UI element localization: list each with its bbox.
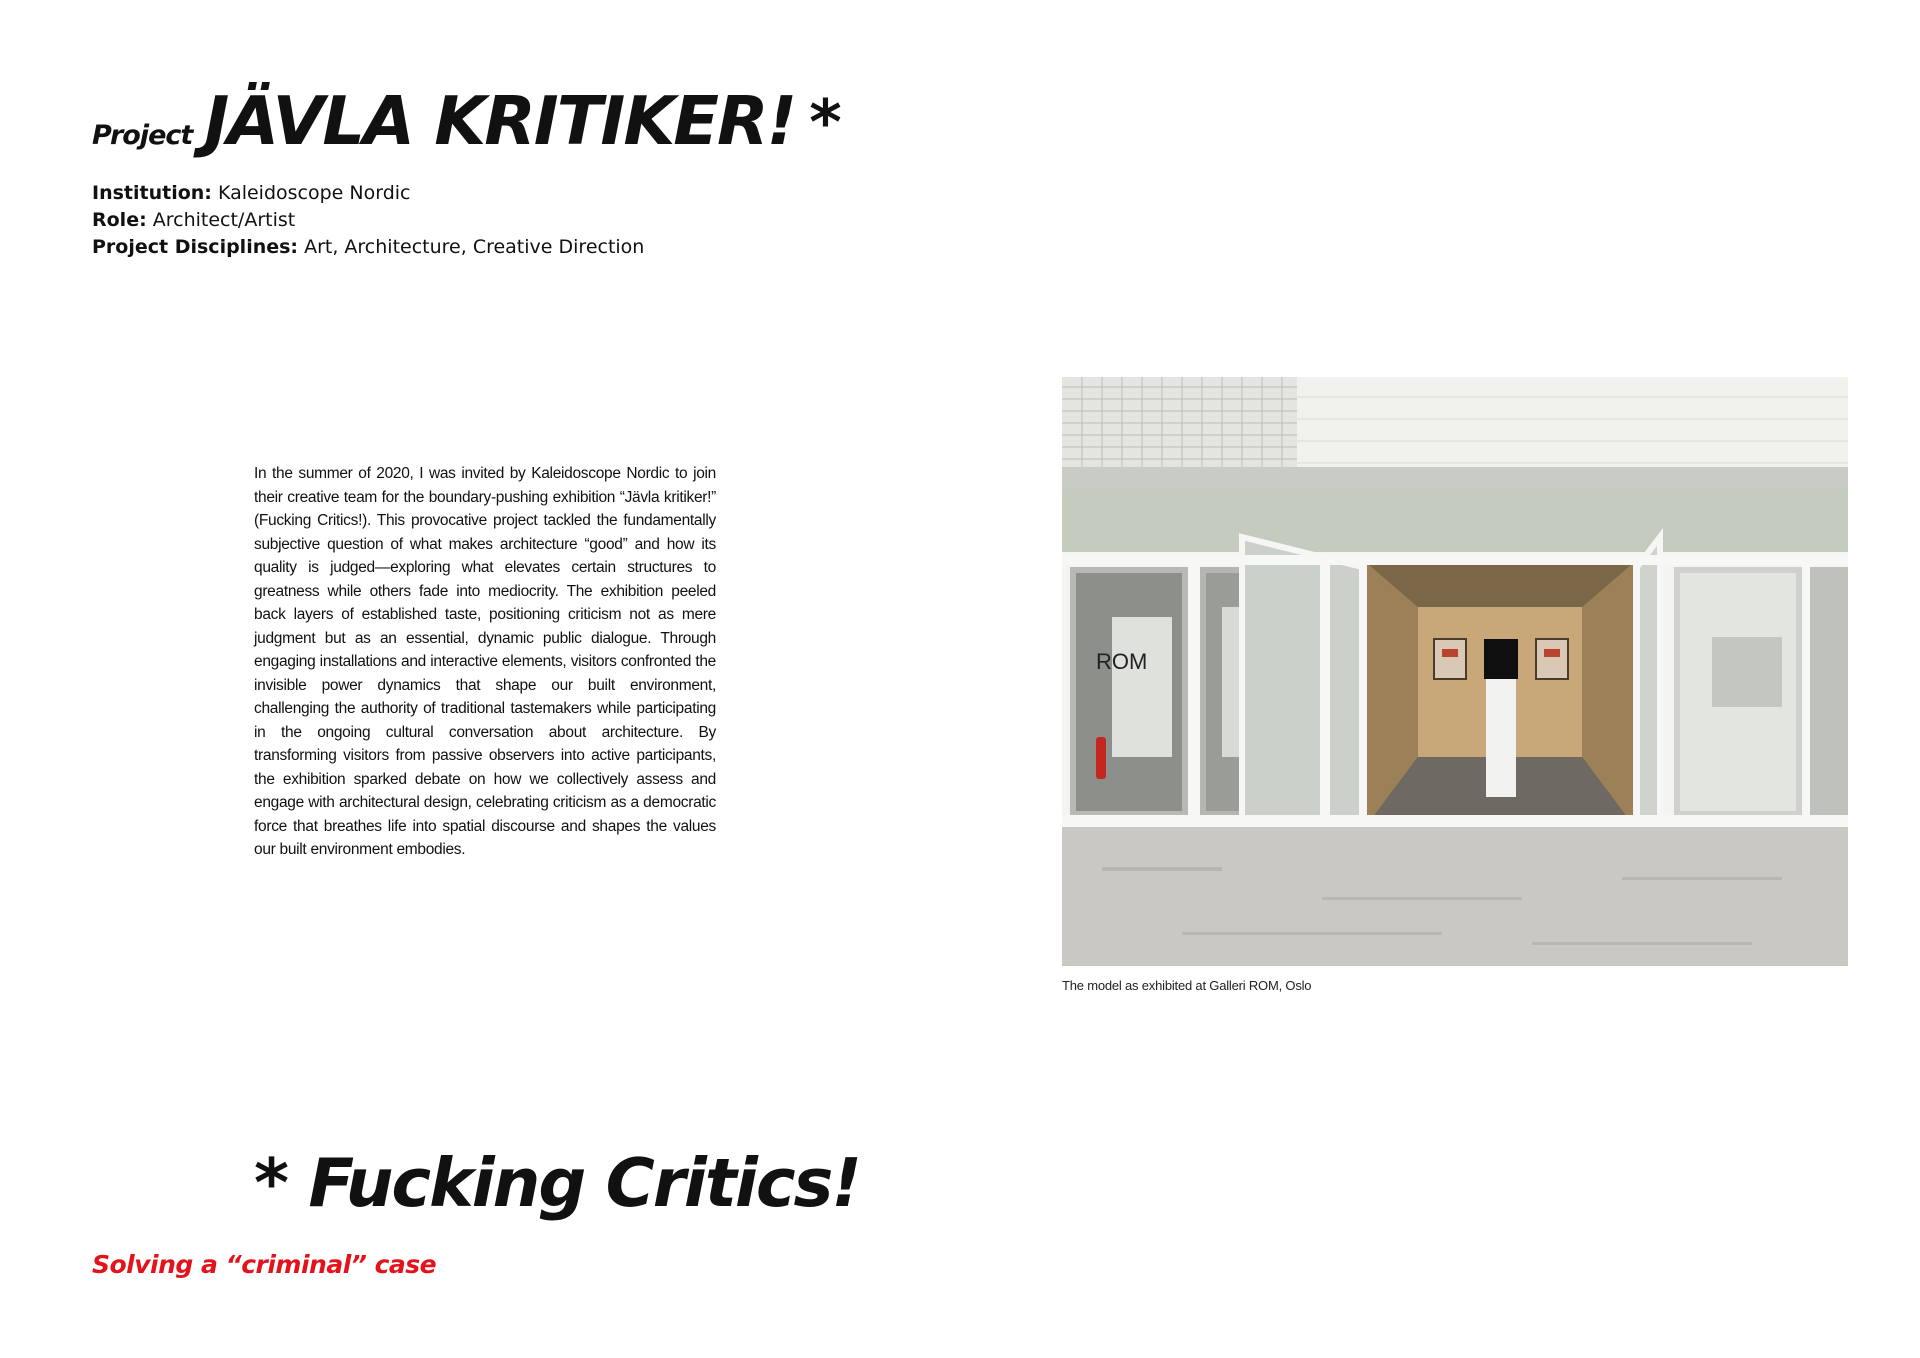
meta-disciplines xyxy=(92,234,644,261)
meta-disciplines-value: Art, Architecture, Creative Direction xyxy=(304,236,645,258)
meta-role-label: Role: xyxy=(92,209,147,231)
page-title xyxy=(92,82,841,160)
meta-disciplines-label: Project Disciplines: xyxy=(92,236,299,258)
meta-institution-value: Kaleidoscope Nordic xyxy=(217,182,411,204)
title-asterisk: * xyxy=(809,86,841,159)
project-title: JÄVLA KRITIKER! xyxy=(204,82,796,160)
photo-caption: The model as exhibited at Galleri ROM, Oslo xyxy=(1062,978,1312,993)
footer-subtitle: Solving a “criminal” case xyxy=(92,1250,437,1279)
project-description: In the summer of 2020, I was invited by Kaleidoscope Nordic to join their creative team for the boundary-pushing exhibition “Jävla kritiker!” (Fucking Critics!). This provocative project tackled the fundamentally subjective question of what makes architecture “good” and how its quality is judged—exploring what elevates certain structures to greatness while others fade into mediocrity. The exhibition peeled back layers of established taste, positioning criticism not as mere judgment but as an essential, dynamic public dialogue. Through engaging installations and interactive elements, visitors confronted the invisible power dynamics that shape our built environment, challenging the authority of traditional tastemakers while participating in the ongoing cultural conversation about architecture. By transforming visitors from passive observers into active participants, the exhibition sparked debate on how we collectively assess and engage with architectural design, celebrating criticism as a democratic force that breathes life into spatial discourse and shapes the values our built environment embodies. xyxy=(254,465,716,858)
meta-institution-label: Institution: xyxy=(92,182,212,204)
title-prefix: Project xyxy=(92,120,193,151)
meta-institution xyxy=(92,180,644,207)
meta-role xyxy=(92,207,644,234)
meta-role-value: Architect/Artist xyxy=(152,209,296,231)
rom-sign: ROM xyxy=(1096,649,1148,674)
project-meta xyxy=(92,180,644,261)
footer-title: * Fucking Critics! xyxy=(254,1144,860,1222)
gallery-facade-illustration xyxy=(1062,377,1848,966)
exhibition-photo xyxy=(1062,377,1848,966)
